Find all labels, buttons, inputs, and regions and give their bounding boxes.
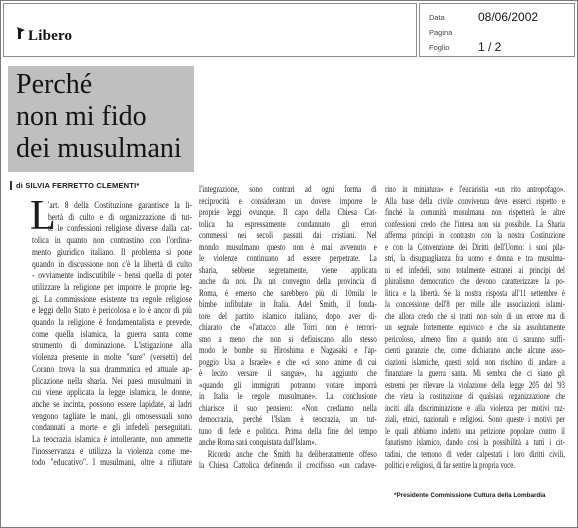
article-text-line: chiarato che «l'attacco alle Torri non è terrori- <box>199 322 377 332</box>
article-text-line: confessioni credo che l'intesa non sia possibile. La Sharia <box>385 218 565 229</box>
article-text-line: ciazioni islamiche, questi soldi non rischino di andare a <box>385 356 565 367</box>
article-text-line: che allora credo che si tratti non solo di un errore ma di <box>385 310 565 321</box>
article-text-line: 'art. 8 della Costituzione garantisce la li- <box>47 200 192 210</box>
article-text-line: tolica in quanto non contrastino con l'ordina- <box>32 235 192 246</box>
article-text-line: che vieta la costituzione di qualsiasi organizzazione che <box>385 391 565 401</box>
article-text-line: in Italia le regole musulmane». La conclusione <box>199 391 377 401</box>
article-text-line: tadini, che temono di veder calpestati i loro diritti civili, <box>385 448 565 459</box>
article-text-line: anche Roma sarà conquistata dall'Islam». <box>199 437 317 447</box>
article-text-line: fanatismo islamico, dando così la possibilità a tutti i cit- <box>385 437 565 447</box>
clipping-meta-box <box>419 3 575 57</box>
article-text-line: vengono tagliate le mani, gli omosessuali sono <box>32 410 192 421</box>
article-text-line: e con la Convenzione dei Diritti dell'Uomo: i suoi pila- <box>385 241 565 252</box>
article-text-line: smo a meno che non si definiscano allo stesso <box>199 333 377 344</box>
article-text-line: afferma principi in contrasto con la nostra Costituzione <box>385 230 565 240</box>
author-note: *Presidente Commissione Cultura della Lombardia <box>394 492 546 499</box>
article-text-line: plicazione nella sharia. Nei paesi musulmani in <box>32 375 192 386</box>
article-text-line: tuno di fede e politica. Prima della fine del tempo <box>199 425 377 436</box>
article-text-line: stri, la disuguaglianza fra uomo e donna e tra musulma- <box>385 253 565 263</box>
article-text-line: cui viene applicata la legge islamica, le donne, <box>32 387 192 398</box>
drop-cap: L <box>30 193 56 239</box>
article-text-line: anche se incinta, possono essere lapidate, ai ladri <box>32 398 192 409</box>
article-text-line: democrazia, perché l'Islam è teocrazia, un tut- <box>199 414 377 424</box>
article-text-line: utilizzare la religione per imporre le proprie leg- <box>32 281 192 292</box>
article-text-line: sharia, sebbene segretamente, viene applicata <box>199 264 377 275</box>
article-text-line: Alla base della civile convivenza deve esserci rispetto e <box>385 195 565 206</box>
article-text-line: come quella islamica, la guerra santa come <box>32 328 192 339</box>
article-text-line: gi. La commissione esistente tra regole religiose <box>32 293 192 304</box>
libero-logo-text: Libero <box>28 27 73 44</box>
libero-mark-icon <box>16 26 26 45</box>
article-text-line: poggio Usa a Israele» e che «ci sono anime di cui <box>199 356 377 367</box>
article-text-line: quando in discussione non c'è la libertà di culto <box>32 258 192 269</box>
article-text-line: tore del partito islamico italiano, dopo aver di- <box>199 310 377 321</box>
headline-box <box>8 66 194 172</box>
article-text-line: proprie leggi ovunque. Il capo della Chiesa Cat- <box>199 207 377 217</box>
article-text-line: finché la comunità musulmana non rispetterà le altre <box>385 207 565 217</box>
article-text-line: chiarisce il suo pensiero: «Non crediamo nella <box>199 402 377 413</box>
page-label: Pagina <box>429 28 453 37</box>
sheet-label: Foglio <box>429 43 450 52</box>
article-column-2 <box>199 184 377 472</box>
article-text-line: la Chiesa Cattolica definendo il crocifisso «un cadave- <box>199 460 377 470</box>
article-text-line: - ovviamente indiscutibile - bensì quella di poter <box>32 270 192 281</box>
article-text-line: le quali abbiamo indetto una petizione popolare contro il <box>385 425 565 436</box>
headline-line: dei musulmani <box>16 133 182 164</box>
article-text-line: le violenze continuano ad essere perpetrate. La <box>199 253 377 263</box>
article-text-line: rino in miniatura» e l'eucaristia «un rito antropofago». <box>385 184 565 194</box>
article-text-line: La teocrazia islamica è intollerante, non ammette <box>32 434 192 445</box>
article-text-line: tolica ha espressamente condannato gli errori <box>199 218 377 229</box>
byline <box>10 181 139 190</box>
article-text-line: politici e religiosi, di far sentire la propria voce. <box>385 460 515 470</box>
article-text-line: Ricordo anche che Smith ha deliberatamente offeso <box>207 448 377 459</box>
byline-text: di SILVIA FERRETTO CLEMENTI* <box>16 181 140 190</box>
headline-line: non mi fido <box>16 101 147 132</box>
article-text-line: un segnale fortemente equivoco e che sia assolutamente <box>385 322 565 332</box>
article-text-line: e leggi dello Stato è pericolosa e lo è ancor di più <box>32 305 192 316</box>
article-text-line: quando la religione è fondamentalista e prevede, <box>32 317 192 328</box>
article-text-line: Roma, è emerso che sarebbero più di 10mila le <box>199 287 377 298</box>
article-text-line: condannati a morte e gli infedeli perseguitati. <box>32 422 192 433</box>
date-value: 08/06/2002 <box>478 10 539 24</box>
article-text-line: ziali, etnici, nazionali e religiosi. Sono queste i motivi per <box>385 414 565 424</box>
article-text-line: modo le bombe su Hiroshima e Nagasaki e l'ap- <box>199 345 377 355</box>
headline-line: Perché <box>16 69 93 100</box>
article-text-line: l'integrazione, sono contrari ad ogni forma di <box>199 184 377 194</box>
libero-logo <box>16 26 72 45</box>
article-text-line: cienti garanzie che, come dichiarano anche alcune asso- <box>385 345 565 355</box>
sheet-value: 1 / 2 <box>478 40 502 54</box>
article-text-line: «quando gli immigrati potranno votare imporrà <box>199 379 377 390</box>
article-text-line: bertà di culto e di organizzazione di tut- <box>47 211 192 222</box>
article-text-line: te le confessioni religiose diverse dalla cat- <box>47 223 192 234</box>
article-column-3 <box>385 184 565 472</box>
article-text-line: strumento di dominazione. L'istigazione alla <box>32 340 192 351</box>
article-text-line: è lecito versare il sangue», ha aggiunto che <box>199 368 377 378</box>
article-column-1 <box>32 200 192 469</box>
article-text-line: reciprocità e considerano un dovere imporre le <box>199 195 377 206</box>
article-text-line: anche da noi. Da un convegno della provincia di <box>199 276 377 286</box>
article-text-line: bimbe infibulate in Italia. Adel Smith, il fonda- <box>199 299 377 309</box>
article-text-line: pluralismo democratico che devono caratterizzare la po- <box>385 276 565 286</box>
article-text-line: finanziare la guerra santa. Mi sembra che ci siano gli <box>385 368 565 378</box>
article-text-line: mondo musulmano questo non è mai avvenuto e <box>199 241 377 252</box>
date-label: Data <box>429 13 445 22</box>
article-text-line: litica e la libertà. Se la nostra risposta all'11 settembre è <box>385 287 565 298</box>
article-text-line: l'inosservanza e utilizza la violenza come me- <box>32 445 192 456</box>
byline-bar <box>10 181 12 190</box>
article-text-line: violenza presente in molte "sure" (versetti) del <box>32 352 192 363</box>
article-text-line: commessi nei secoli passati dai cristiani. Nel <box>199 230 377 240</box>
article-text-line: ni ed infedeli, sono totalmente estranei ai principi del <box>385 264 565 275</box>
article-text-line: Corano trova la sua drammatica ed attuale ap- <box>32 363 192 374</box>
article-text-line: pericoloso, almeno fino a quando non ci saranno suffi- <box>385 333 565 344</box>
article-text-line: inciti alla discriminazione e alla violenza per motivi raz- <box>385 402 565 413</box>
article-text-line: mento giuridico italiano. Il problema si pone <box>32 246 192 257</box>
article-text-line: estremi per rilevare la violazione della legge 205 del '93 <box>385 379 565 390</box>
article-text-line: todo "educativo". I musulmani, oltre a rifiutare <box>32 457 192 468</box>
article-text-line: la concessione dell'8 per mille alle associazioni islami- <box>385 299 565 309</box>
masthead-box <box>3 3 417 57</box>
